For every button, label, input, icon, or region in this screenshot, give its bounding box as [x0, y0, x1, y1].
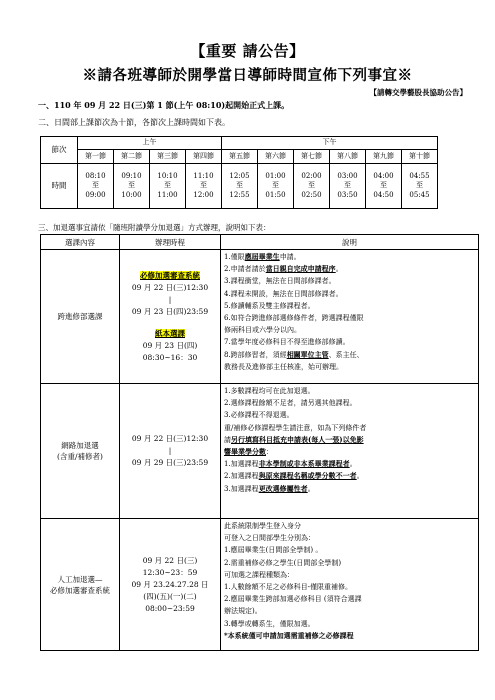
note-line: 辦法規定)。: [224, 607, 262, 616]
row1-content: 跨進修部選課: [41, 250, 120, 384]
header-description: 說明: [221, 235, 479, 250]
note-line: 3.課程衝堂，無法在日間部修課者。: [224, 277, 336, 286]
row1-schedule: 必修加選審查系統 09 月 22 日(三)12:30 | 09 月 23 日(四)23:59 紙本選課 09 月 23 日(四) 08:30~16：30: [120, 250, 221, 384]
period-time: 11:10 至 12:00: [186, 164, 222, 209]
note-line: 5.修讀輔系及雙主修課程者。: [224, 301, 315, 310]
note-line: 2.加選課程與原來課程名稱或學分數不一者。: [224, 471, 364, 481]
period-label: 第九節: [366, 150, 402, 164]
note-line: 修兩科目或六學分以內。: [224, 326, 301, 335]
note-line: 7.當學年度必修科目不得至進修部修讀。: [224, 338, 350, 347]
row1-paper-title: 紙本選課: [155, 328, 185, 338]
period-time: 03:00 至 03:50: [330, 164, 366, 209]
note-line: 3.加選課程更改選修屬性者。: [224, 483, 315, 493]
note-line: 2.應屆畢業生跨部加選必修科目 (須符合選課: [224, 595, 362, 604]
morning-header: 上午: [78, 137, 222, 150]
row1-system-title: 必修加選審查系統: [140, 270, 200, 280]
period-time: 02:00 至 02:50: [294, 164, 330, 209]
note-line: 2.選修課程餘額不足者，請另選其他課程。: [224, 399, 357, 408]
period-time: 04:00 至 04:50: [366, 164, 402, 209]
table-row-cross-division: [41, 250, 479, 384]
period-time: 12:05 至 12:55: [222, 164, 258, 209]
note-line: 1.僅限應屆畢業生申請。: [224, 252, 301, 261]
period-label: 第五節: [222, 150, 258, 164]
note-line: 2.需重補修必修之學生(日間部全學制): [224, 558, 342, 567]
period-time: 10:10 至 11:00: [150, 164, 186, 209]
period-label: 第七節: [294, 150, 330, 164]
row1-notes: [221, 250, 479, 384]
header-content: 選課內容: [41, 235, 120, 250]
time-row-label: 時間: [41, 164, 78, 209]
period-time: 08:10 至 09:00: [78, 164, 114, 209]
table-row-online-selection: [41, 384, 479, 519]
note-line: 6.如符合跨進修部選修條件者，跨選課程僅限: [224, 314, 364, 323]
row2-schedule: 09 月 22 日(三)12:30 | 09 月 29 日(三)23:59: [120, 384, 221, 519]
period-time: 09:10 至 10:00: [114, 164, 150, 209]
row3-content: 人工加退選— 必修加選審查系統: [41, 519, 120, 651]
header-schedule: 辦理時程: [120, 235, 221, 250]
note-line: 教務長及進修部主任核准，始可辦理。: [224, 362, 343, 371]
period-label: 第十節: [402, 150, 438, 164]
afternoon-header: 下午: [222, 137, 438, 150]
period-time: 04:55 至 05:45: [402, 164, 438, 209]
note-line: 8.跨部修習者，須經相關單位主管、系主任、: [224, 349, 364, 359]
note-line: *本系統僅可申請加選需重補修之必修課程: [224, 630, 354, 640]
note-line: 1.應屆畢業生(日間部全學制) 。: [224, 546, 323, 555]
period-label: 第八節: [330, 150, 366, 164]
note-line: 響畢業學分數：: [224, 447, 273, 457]
section-1-start-date: 一、110 年 09 月 22 日(三)第 1 節(上午 08:10)起開始正式上課。: [38, 100, 290, 110]
row2-content: 網路加退選 (含重/補修者): [41, 384, 120, 519]
note-line: 3.轉學或轉系生，僅限加選。: [224, 619, 315, 628]
note-line: 2.申請者請於當日親自完成申請程序。: [224, 264, 343, 274]
announcement-subtitle: ※請各班導師於開學當日導師時間宣佈下列事宜※: [82, 67, 413, 84]
section-2-periods-intro: 二、日間部上課節次為十節，各節次上課時間如下表。: [38, 118, 230, 127]
note-line: 3.必修課程不得退選。: [224, 411, 294, 420]
note-line: 此系統限制學生登入身分: [224, 522, 301, 530]
row3-notes: [221, 519, 479, 651]
period-label: 第一節: [78, 150, 114, 164]
note-line: 重/補修必修課程學生請注意，如為下列條件者: [224, 423, 367, 432]
note-line: 可登入之日間部學生分別為：: [224, 534, 315, 543]
period-column-label: 節次: [41, 137, 78, 164]
forward-note: 【請轉交學藝股長協助公告】: [369, 88, 467, 97]
note-line: 1.人數餘額不足之必修科目-僅限重補修。: [224, 583, 353, 592]
row2-notes: [221, 384, 479, 519]
course-selection-table: [40, 234, 479, 651]
period-time: 01:00 至 01:50: [258, 164, 294, 209]
period-label: 第二節: [114, 150, 150, 164]
note-line: 1.加選課程非本學制或非本系畢業課程者。: [224, 459, 357, 469]
section-3-selection-intro: 三、加退選事宜請依「隨班附讀學分加退選」方式辦理，說明如下表：: [38, 223, 271, 232]
period-label: 第三節: [150, 150, 186, 164]
note-line: 可加選之課程種類為：: [224, 570, 294, 579]
note-line: 1.多數課程均可在此加退選。: [224, 387, 315, 395]
class-period-schedule-table: [40, 136, 438, 209]
note-line: 請另行填寫科目抵充申請表(每人一張)以免影: [224, 434, 364, 444]
announcement-title: 【重要 請公告】: [190, 42, 305, 60]
period-label: 第四節: [186, 150, 222, 164]
period-label: 第六節: [258, 150, 294, 164]
table-row-manual-selection: [41, 519, 479, 651]
row3-schedule: 09 月 22 日(三) 12:30~23：59 09 月 23.24.27.28 日 (四)(五)(一)(二) 08:00~23:59: [120, 519, 221, 651]
note-line: 4.課程未開設，無法在日間部修課者。: [224, 289, 343, 298]
